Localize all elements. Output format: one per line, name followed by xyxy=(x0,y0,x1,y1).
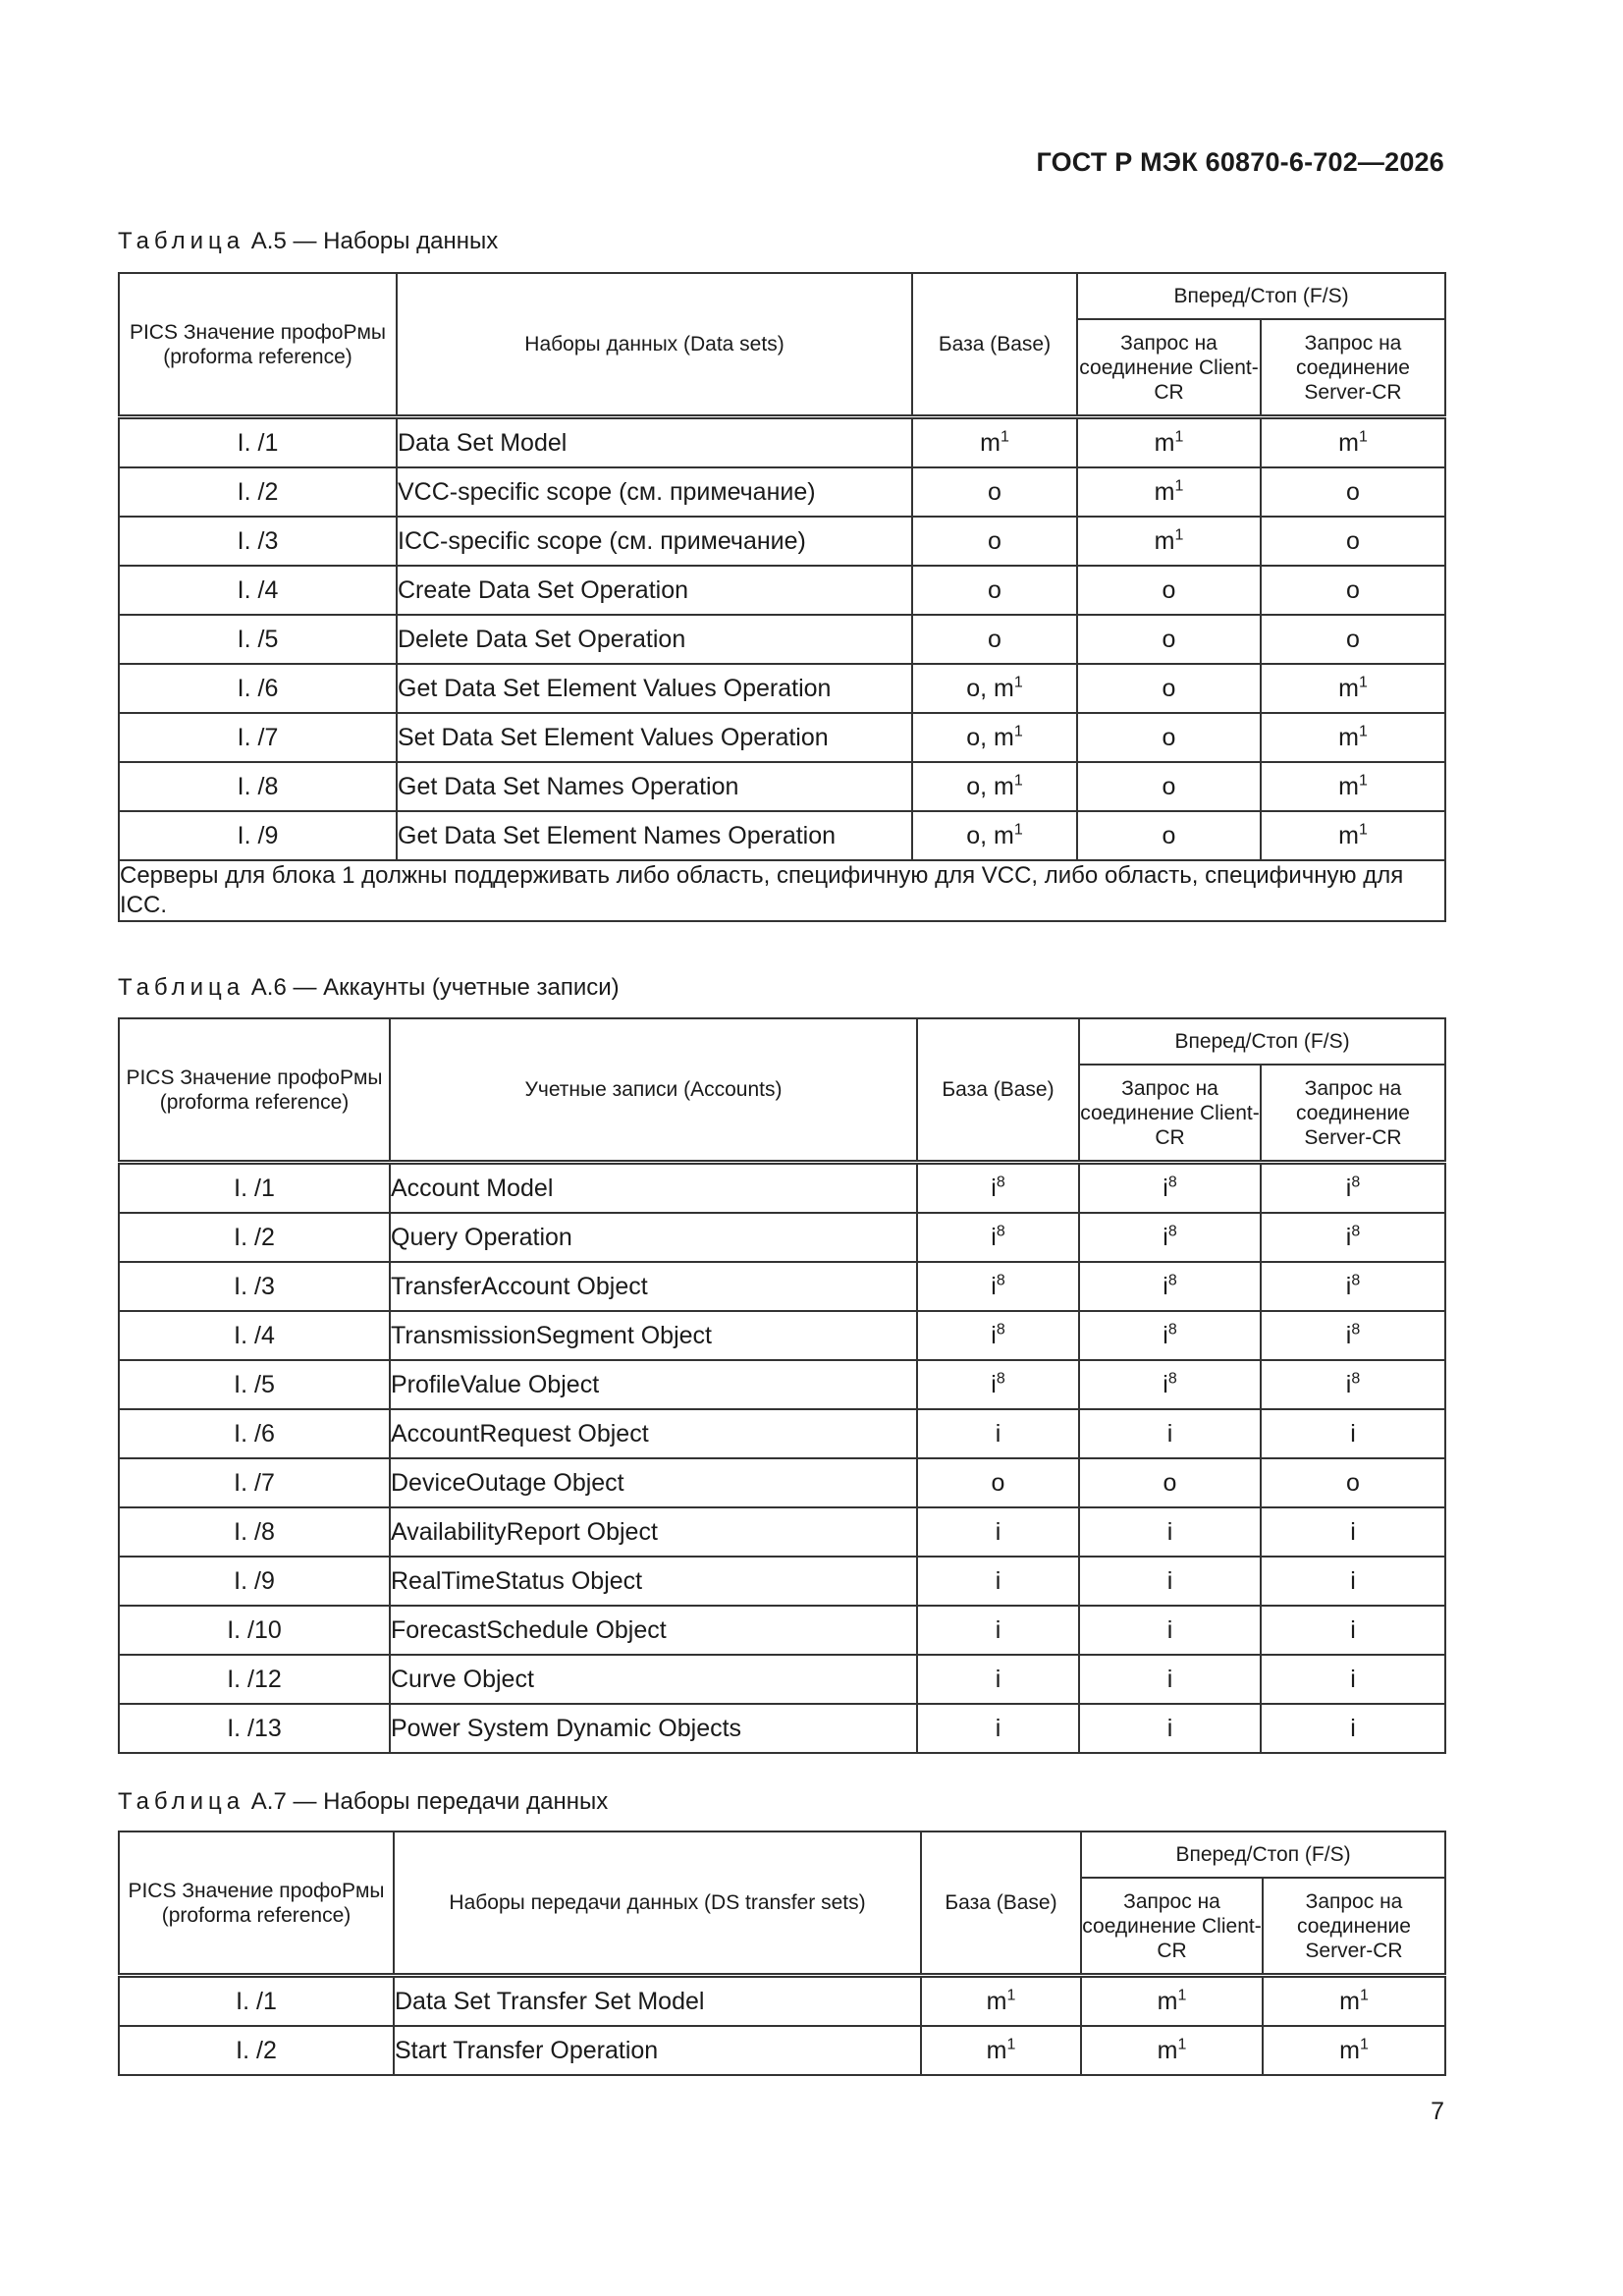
client-cr-cell: i xyxy=(1079,1655,1261,1704)
server-cr-cell: $i^8$ xyxy=(1261,1213,1445,1262)
table-row xyxy=(119,1976,1445,2027)
base-cell: $i^8$ xyxy=(917,1311,1079,1360)
client-cr-cell: i xyxy=(1079,1704,1261,1753)
server-cr-cell: i xyxy=(1261,1655,1445,1704)
server-cr-cell: i xyxy=(1261,1704,1445,1753)
client-cr-cell: $m^1$ xyxy=(1077,517,1261,566)
base-cell: o, $m^1$ xyxy=(912,811,1077,860)
client-cr-cell: $m^1$ xyxy=(1081,2026,1263,2075)
client-cr-cell: i xyxy=(1079,1557,1261,1606)
table-row xyxy=(119,1507,1445,1557)
server-cr-cell: $m^1$ xyxy=(1261,762,1445,811)
client-cr-cell: o xyxy=(1077,811,1261,860)
caption-prefix: Таблица xyxy=(118,1788,245,1815)
header-base: База (Base) xyxy=(921,1831,1081,1976)
base-cell: o xyxy=(912,615,1077,664)
header-pics: PICS Значение профоРмы (proforma reference) xyxy=(119,1018,390,1163)
client-cr-cell: i xyxy=(1079,1507,1261,1557)
server-cr-cell: $m^1$ xyxy=(1261,713,1445,762)
base-cell: i xyxy=(917,1557,1079,1606)
pics-cell: I. /9 xyxy=(119,1557,390,1606)
table-row xyxy=(119,467,1445,517)
table-row xyxy=(119,762,1445,811)
table-row xyxy=(119,1606,1445,1655)
server-cr-cell: o xyxy=(1261,615,1445,664)
table-a7 xyxy=(118,1831,1446,2076)
server-cr-cell: $m^1$ xyxy=(1263,1976,1445,2027)
table-a6-caption xyxy=(118,974,620,1002)
name-cell: ProfileValue Object xyxy=(390,1360,917,1409)
name-cell: Account Model xyxy=(390,1163,917,1214)
header-base: База (Base) xyxy=(917,1018,1079,1163)
pics-cell: I. /1 xyxy=(119,1976,394,2027)
name-cell: Data Set Model xyxy=(397,417,912,468)
server-cr-cell: $i^8$ xyxy=(1261,1163,1445,1214)
header-name: Наборы передачи данных (DS transfer sets) xyxy=(394,1831,921,1976)
header-pics: PICS Значение профоРмы (proforma reference) xyxy=(119,273,397,417)
base-cell: o, $m^1$ xyxy=(912,762,1077,811)
page-number: 7 xyxy=(1431,2098,1444,2125)
table-row xyxy=(119,615,1445,664)
header-client-cr: Запрос на соединение Client-CR xyxy=(1077,319,1261,417)
base-cell: o xyxy=(912,467,1077,517)
header-name: Учетные записи (Accounts) xyxy=(390,1018,917,1163)
table-a5-note: Серверы для блока 1 должны поддерживать либо область, специфичную для VCC, либо область, специфичную для ICC. xyxy=(119,860,1445,921)
client-cr-cell: $i^8$ xyxy=(1079,1311,1261,1360)
base-cell: $i^8$ xyxy=(917,1262,1079,1311)
name-cell: Query Operation xyxy=(390,1213,917,1262)
pics-cell: I. /2 xyxy=(119,2026,394,2075)
name-cell: Create Data Set Operation xyxy=(397,566,912,615)
base-cell: i xyxy=(917,1606,1079,1655)
header-client-cr: Запрос на соединение Client-CR xyxy=(1081,1878,1263,1976)
client-cr-cell: $m^1$ xyxy=(1077,417,1261,468)
table-a6 xyxy=(118,1017,1446,1754)
table-row xyxy=(119,713,1445,762)
pics-cell: I. /12 xyxy=(119,1655,390,1704)
document-header: ГОСТ Р МЭК 60870-6-702—2026 xyxy=(1036,147,1444,177)
caption-title: А.7 — Наборы передачи данных xyxy=(244,1788,609,1815)
pics-cell: I. /10 xyxy=(119,1606,390,1655)
table-row xyxy=(119,517,1445,566)
table-row xyxy=(119,566,1445,615)
server-cr-cell: $m^1$ xyxy=(1261,417,1445,468)
pics-cell: I. /6 xyxy=(119,664,397,713)
base-cell: i xyxy=(917,1409,1079,1458)
name-cell: Curve Object xyxy=(390,1655,917,1704)
header-fs: Вперед/Стоп (F/S) xyxy=(1079,1018,1445,1065)
pics-cell: I. /9 xyxy=(119,811,397,860)
pics-cell: I. /5 xyxy=(119,1360,390,1409)
pics-cell: I. /7 xyxy=(119,713,397,762)
base-cell: i xyxy=(917,1507,1079,1557)
pics-cell: I. /4 xyxy=(119,566,397,615)
pics-cell: I. /2 xyxy=(119,1213,390,1262)
table-a7-caption xyxy=(118,1788,608,1816)
server-cr-cell: $i^8$ xyxy=(1261,1311,1445,1360)
table-row xyxy=(119,1409,1445,1458)
table-row xyxy=(119,1262,1445,1311)
table-row xyxy=(119,417,1445,468)
pics-cell: I. /4 xyxy=(119,1311,390,1360)
server-cr-cell: i xyxy=(1261,1557,1445,1606)
name-cell: Data Set Transfer Set Model xyxy=(394,1976,921,2027)
name-cell: AccountRequest Object xyxy=(390,1409,917,1458)
name-cell: Start Transfer Operation xyxy=(394,2026,921,2075)
name-cell: TransmissionSegment Object xyxy=(390,1311,917,1360)
header-fs: Вперед/Стоп (F/S) xyxy=(1077,273,1445,319)
name-cell: ForecastSchedule Object xyxy=(390,1606,917,1655)
client-cr-cell: i xyxy=(1079,1409,1261,1458)
server-cr-cell: $m^1$ xyxy=(1261,664,1445,713)
table-row xyxy=(119,1163,1445,1214)
table-row xyxy=(119,1458,1445,1507)
pics-cell: I. /6 xyxy=(119,1409,390,1458)
base-cell: o, $m^1$ xyxy=(912,664,1077,713)
base-cell: $i^8$ xyxy=(917,1360,1079,1409)
header-name: Наборы данных (Data sets) xyxy=(397,273,912,417)
header-server-cr: Запрос на соединение Server-CR xyxy=(1263,1878,1445,1976)
pics-cell: I. /7 xyxy=(119,1458,390,1507)
caption-title: А.6 — Аккаунты (учетные записи) xyxy=(244,974,620,1001)
table-row xyxy=(119,1655,1445,1704)
name-cell: Get Data Set Element Values Operation xyxy=(397,664,912,713)
caption-prefix: Таблица xyxy=(118,228,245,254)
header-base: База (Base) xyxy=(912,273,1077,417)
base-cell: $m^1$ xyxy=(912,417,1077,468)
server-cr-cell: i xyxy=(1261,1606,1445,1655)
base-cell: $m^1$ xyxy=(921,2026,1081,2075)
table-row xyxy=(119,1704,1445,1753)
table-row xyxy=(119,1213,1445,1262)
name-cell: AvailabilityReport Object xyxy=(390,1507,917,1557)
server-cr-cell: i xyxy=(1261,1409,1445,1458)
client-cr-cell: $i^8$ xyxy=(1079,1213,1261,1262)
header-server-cr: Запрос на соединение Server-CR xyxy=(1261,1065,1445,1163)
server-cr-cell: o xyxy=(1261,467,1445,517)
server-cr-cell: $m^1$ xyxy=(1261,811,1445,860)
pics-cell: I. /1 xyxy=(119,1163,390,1214)
pics-cell: I. /3 xyxy=(119,1262,390,1311)
table-a5 xyxy=(118,272,1446,922)
name-cell: Get Data Set Names Operation xyxy=(397,762,912,811)
client-cr-cell: $m^1$ xyxy=(1077,467,1261,517)
server-cr-cell: o xyxy=(1261,1458,1445,1507)
pics-cell: I. /5 xyxy=(119,615,397,664)
server-cr-cell: o xyxy=(1261,517,1445,566)
table-row xyxy=(119,2026,1445,2075)
header-server-cr: Запрос на соединение Server-CR xyxy=(1261,319,1445,417)
base-cell: o xyxy=(912,566,1077,615)
pics-cell: I. /8 xyxy=(119,1507,390,1557)
name-cell: Power System Dynamic Objects xyxy=(390,1704,917,1753)
base-cell: $i^8$ xyxy=(917,1163,1079,1214)
name-cell: RealTimeStatus Object xyxy=(390,1557,917,1606)
base-cell: i xyxy=(917,1655,1079,1704)
server-cr-cell: $i^8$ xyxy=(1261,1262,1445,1311)
base-cell: o xyxy=(912,517,1077,566)
pics-cell: I. /1 xyxy=(119,417,397,468)
client-cr-cell: o xyxy=(1077,566,1261,615)
name-cell: Set Data Set Element Values Operation xyxy=(397,713,912,762)
name-cell: TransferAccount Object xyxy=(390,1262,917,1311)
name-cell: Get Data Set Element Names Operation xyxy=(397,811,912,860)
base-cell: $i^8$ xyxy=(917,1213,1079,1262)
name-cell: VCC-specific scope (см. примечание) xyxy=(397,467,912,517)
table-row xyxy=(119,1311,1445,1360)
name-cell: Delete Data Set Operation xyxy=(397,615,912,664)
table-row xyxy=(119,811,1445,860)
base-cell: o xyxy=(917,1458,1079,1507)
pics-cell: I. /13 xyxy=(119,1704,390,1753)
table-row xyxy=(119,664,1445,713)
client-cr-cell: o xyxy=(1079,1458,1261,1507)
header-pics: PICS Значение профоРмы (proforma reference) xyxy=(119,1831,394,1976)
server-cr-cell: $m^1$ xyxy=(1263,2026,1445,2075)
table-row xyxy=(119,1360,1445,1409)
name-cell: DeviceOutage Object xyxy=(390,1458,917,1507)
name-cell: ICC-specific scope (см. примечание) xyxy=(397,517,912,566)
caption-title: А.5 — Наборы данных xyxy=(244,228,499,254)
table-row xyxy=(119,1557,1445,1606)
caption-prefix: Таблица xyxy=(118,974,245,1001)
base-cell: $m^1$ xyxy=(921,1976,1081,2027)
client-cr-cell: $i^8$ xyxy=(1079,1360,1261,1409)
server-cr-cell: i xyxy=(1261,1507,1445,1557)
header-client-cr: Запрос на соединение Client-CR xyxy=(1079,1065,1261,1163)
client-cr-cell: o xyxy=(1077,762,1261,811)
pics-cell: I. /8 xyxy=(119,762,397,811)
base-cell: o, $m^1$ xyxy=(912,713,1077,762)
client-cr-cell: i xyxy=(1079,1606,1261,1655)
client-cr-cell: $i^8$ xyxy=(1079,1262,1261,1311)
client-cr-cell: o xyxy=(1077,713,1261,762)
header-fs: Вперед/Стоп (F/S) xyxy=(1081,1831,1445,1878)
client-cr-cell: $m^1$ xyxy=(1081,1976,1263,2027)
client-cr-cell: o xyxy=(1077,664,1261,713)
server-cr-cell: $i^8$ xyxy=(1261,1360,1445,1409)
base-cell: i xyxy=(917,1704,1079,1753)
table-a5-caption xyxy=(118,228,498,255)
pics-cell: I. /3 xyxy=(119,517,397,566)
client-cr-cell: $i^8$ xyxy=(1079,1163,1261,1214)
server-cr-cell: o xyxy=(1261,566,1445,615)
client-cr-cell: o xyxy=(1077,615,1261,664)
pics-cell: I. /2 xyxy=(119,467,397,517)
